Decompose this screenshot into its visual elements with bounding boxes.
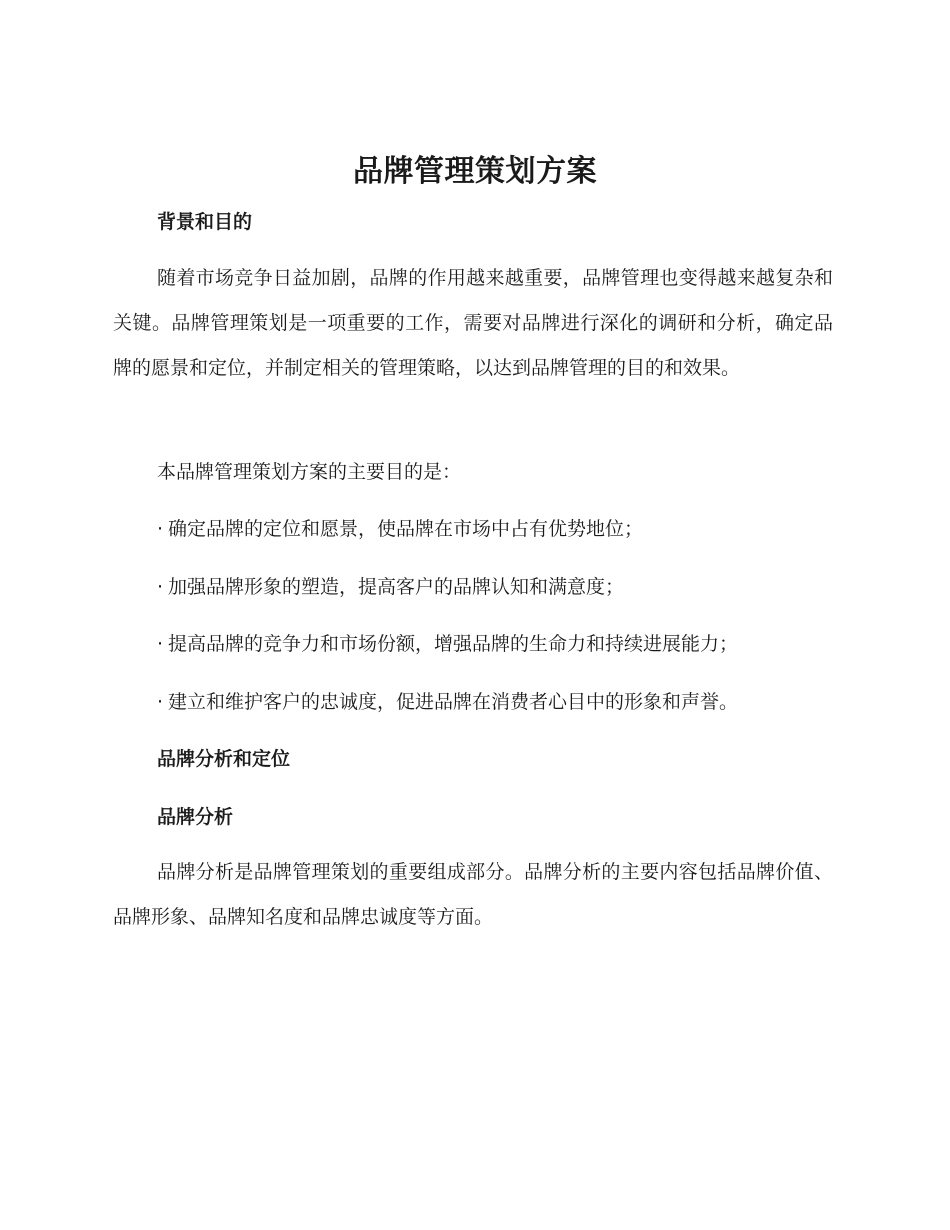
list-item-text: 加强品牌形象的塑造，提高客户的品牌认知和满意度； xyxy=(168,576,625,598)
list-item-text: 建立和维护客户的忠诚度，促进品牌在消费者心目中的形象和声誉。 xyxy=(168,691,739,713)
section-heading-brand-analysis-positioning: 品牌分析和定位 xyxy=(157,748,291,770)
section-heading-background: 背景和目的 xyxy=(157,211,253,233)
bullet-dot: · xyxy=(157,576,164,598)
list-item xyxy=(157,573,624,601)
bullet-dot: · xyxy=(157,691,164,713)
document-title: 品牌管理策划方案 xyxy=(353,154,597,189)
paragraph-background: 随着市场竞争日益加剧，品牌的作用越来越重要，品牌管理也变得越来越复杂和关键。品牌管理策划是一项重要的工作，需要对品牌进行深化的调研和分析，确定品牌的愿景和定位，并制定相关的管理策略，以达到品牌管理的目的和效果。 xyxy=(113,267,833,379)
subsection-heading-brand-analysis: 品牌分析 xyxy=(157,806,234,828)
list-item-text: 提高品牌的竞争力和市场份额，增强品牌的生命力和持续进展能力； xyxy=(168,633,739,655)
bullet-dot: · xyxy=(157,633,164,655)
list-item xyxy=(157,688,738,716)
list-item xyxy=(157,630,738,658)
purpose-intro: 本品牌管理策划方案的主要目的是： xyxy=(157,461,462,483)
bullet-dot: · xyxy=(157,518,164,540)
list-item xyxy=(157,515,643,543)
paragraph-brand-analysis: 品牌分析是品牌管理策划的重要组成部分。品牌分析的主要内容包括品牌价值、品牌形象、品牌知名度和品牌忠诚度等方面。 xyxy=(113,861,833,928)
list-item-text: 确定品牌的定位和愿景，使品牌在市场中占有优势地位； xyxy=(168,518,644,540)
